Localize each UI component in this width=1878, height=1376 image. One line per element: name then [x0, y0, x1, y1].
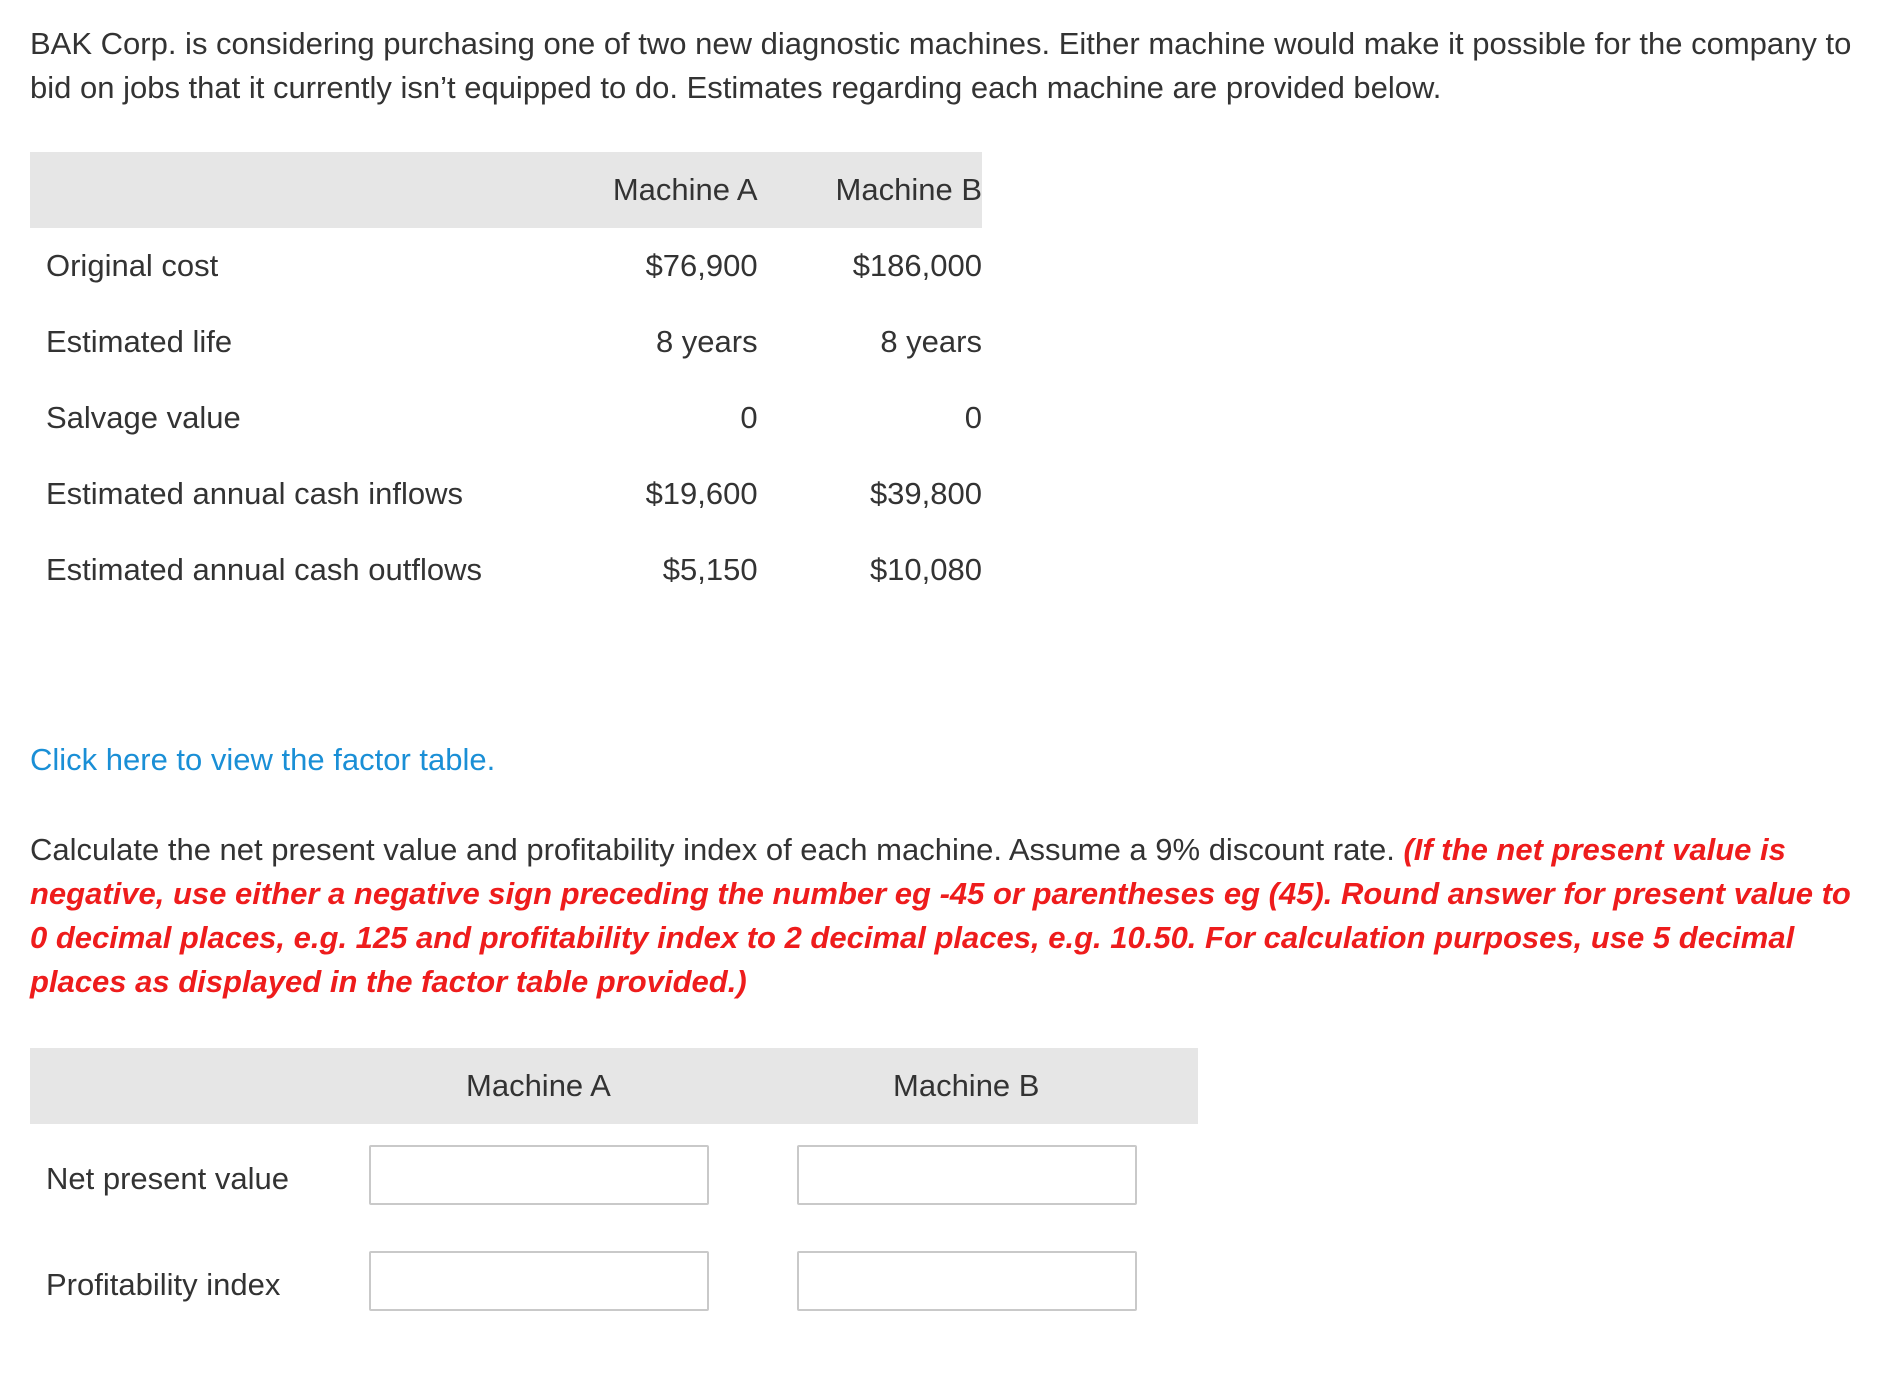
machine-a-estimated-life: 8 years [655, 324, 758, 359]
answer-header-machine-a: Machine A [466, 1068, 611, 1103]
machine-a-npv-input[interactable] [369, 1145, 709, 1205]
machine-a-cash-inflows: $19,600 [645, 476, 758, 511]
machine-b-cash-outflows: $10,080 [869, 552, 982, 587]
machine-b-estimated-life: 8 years [880, 324, 982, 359]
machine-b-salvage-value: 0 [964, 400, 982, 435]
machine-a-original-cost: $76,900 [645, 248, 758, 283]
row-label-salvage-value: Salvage value [46, 400, 241, 435]
profitability-index-label: Profitability index [46, 1267, 281, 1302]
answer-table-header [30, 1048, 1198, 1124]
machine-b-profitability-index-input[interactable] [797, 1251, 1137, 1311]
machine-a-salvage-value: 0 [740, 400, 758, 435]
instructions [30, 828, 1860, 1004]
estimates-table [30, 152, 982, 608]
machine-b-original-cost: $186,000 [852, 248, 982, 283]
machine-b-cash-inflows: $39,800 [869, 476, 982, 511]
net-present-value-label: Net present value [46, 1161, 289, 1196]
table-row [30, 304, 982, 380]
instructions-main: Calculate the net present value and profitability index of each machine. Assume a 9% discount rate. [30, 832, 1395, 867]
estimates-header-blank [30, 152, 519, 228]
row-label-original-cost: Original cost [46, 248, 219, 283]
machine-a-cash-outflows: $5,150 [662, 552, 758, 587]
instructions-note: (If the net present value is negative, use either a negative sign preceding the number eg -45 or parentheses eg (45). Round answer for present value to 0 decimal places, e.g. 125 and profitability index to 2 decimal places, e.g. 10.50. For calculation purposes, use 5 decimal places as displayed in the factor table provided.) [30, 832, 1851, 999]
estimates-header-machine-a: Machine A [612, 172, 758, 207]
table-row [30, 532, 982, 608]
table-row [30, 380, 982, 456]
row-label-cash-outflows: Estimated annual cash outflows [46, 552, 482, 587]
estimates-header-machine-b: Machine B [835, 172, 982, 207]
machine-a-profitability-index-input[interactable] [369, 1251, 709, 1311]
estimates-header-row [30, 152, 982, 228]
row-label-estimated-life: Estimated life [46, 324, 233, 359]
factor-table-link[interactable]: Click here to view the factor table. [30, 742, 496, 777]
table-row [30, 228, 982, 304]
problem-intro: BAK Corp. is considering purchasing one of two new diagnostic machines. Either machine would make it possible for the company to bid on jobs that it currently isn’t equipped to do. Estimates regarding each machine are provided below. [30, 26, 1852, 105]
machine-b-npv-input[interactable] [797, 1145, 1137, 1205]
answer-header-machine-b: Machine B [893, 1068, 1040, 1103]
table-row [30, 456, 982, 532]
row-label-cash-inflows: Estimated annual cash inflows [46, 476, 464, 511]
